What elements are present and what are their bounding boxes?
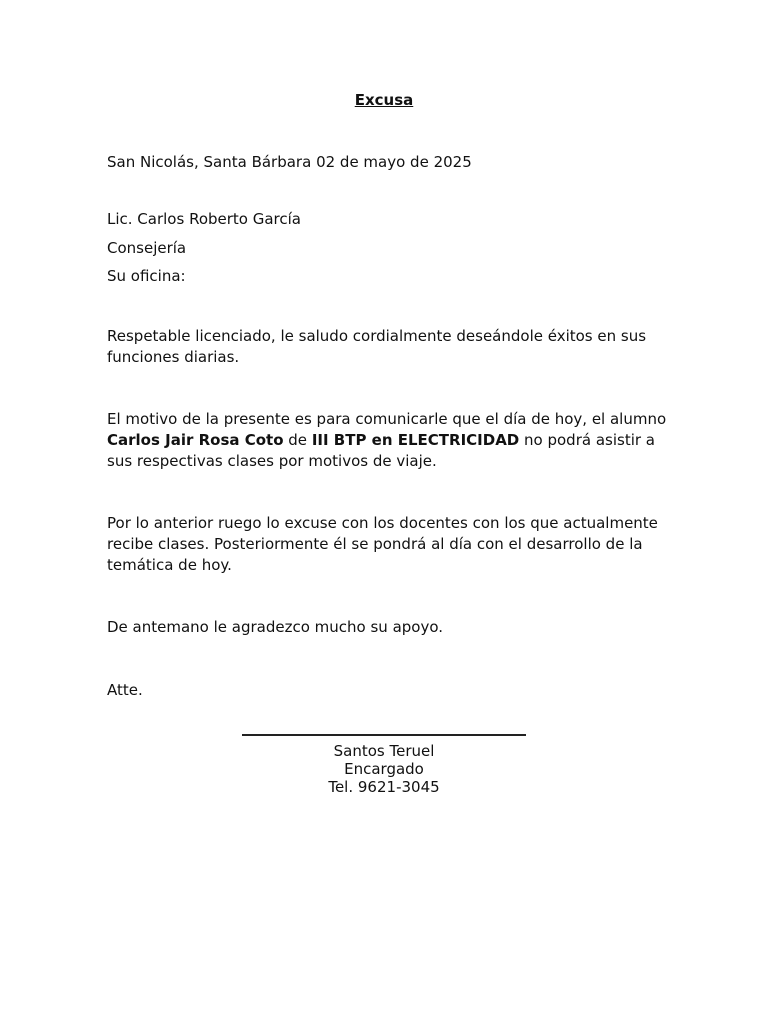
recipient-office: Su oficina:	[107, 267, 186, 285]
signature-line	[242, 734, 526, 736]
body-paragraph-2: Por lo anterior ruego lo excuse con los docentes con los que actualmente recibe clases. Posteriormente él se pondrá al día con el desarrollo de la temática de hoy.	[107, 514, 658, 574]
body1-suffix: no podrá asistir a sus respectivas clases por motivos de viaje.	[107, 431, 655, 470]
student-name: Carlos Jair Rosa Coto	[107, 431, 284, 449]
document-title: Excusa	[354, 91, 414, 109]
signer-phone: Tel. 9621-3045	[328, 778, 440, 796]
thanks-line: De antemano le agradezco mucho su apoyo.	[107, 618, 444, 636]
greeting-paragraph: Respetable licenciado, le saludo cordialmente deseándole éxitos en sus funciones diarias.	[107, 327, 647, 366]
body-paragraph-1	[107, 409, 667, 472]
recipient-name: Lic. Carlos Roberto García	[107, 210, 301, 228]
body1-prefix: El motivo de la presente es para comunicarle que el día de hoy, el alumno	[107, 410, 667, 428]
signer-role: Encargado	[344, 760, 424, 778]
date-line: San Nicolás, Santa Bárbara 02 de mayo de 2025	[107, 153, 472, 171]
body1-connector: de	[283, 431, 312, 449]
signature-block	[242, 742, 526, 796]
recipient-department: Consejería	[107, 239, 187, 257]
student-grade: III BTP en ELECTRICIDAD	[311, 431, 520, 449]
signer-name: Santos Teruel	[333, 742, 435, 760]
closing-line: Atte.	[107, 681, 143, 699]
